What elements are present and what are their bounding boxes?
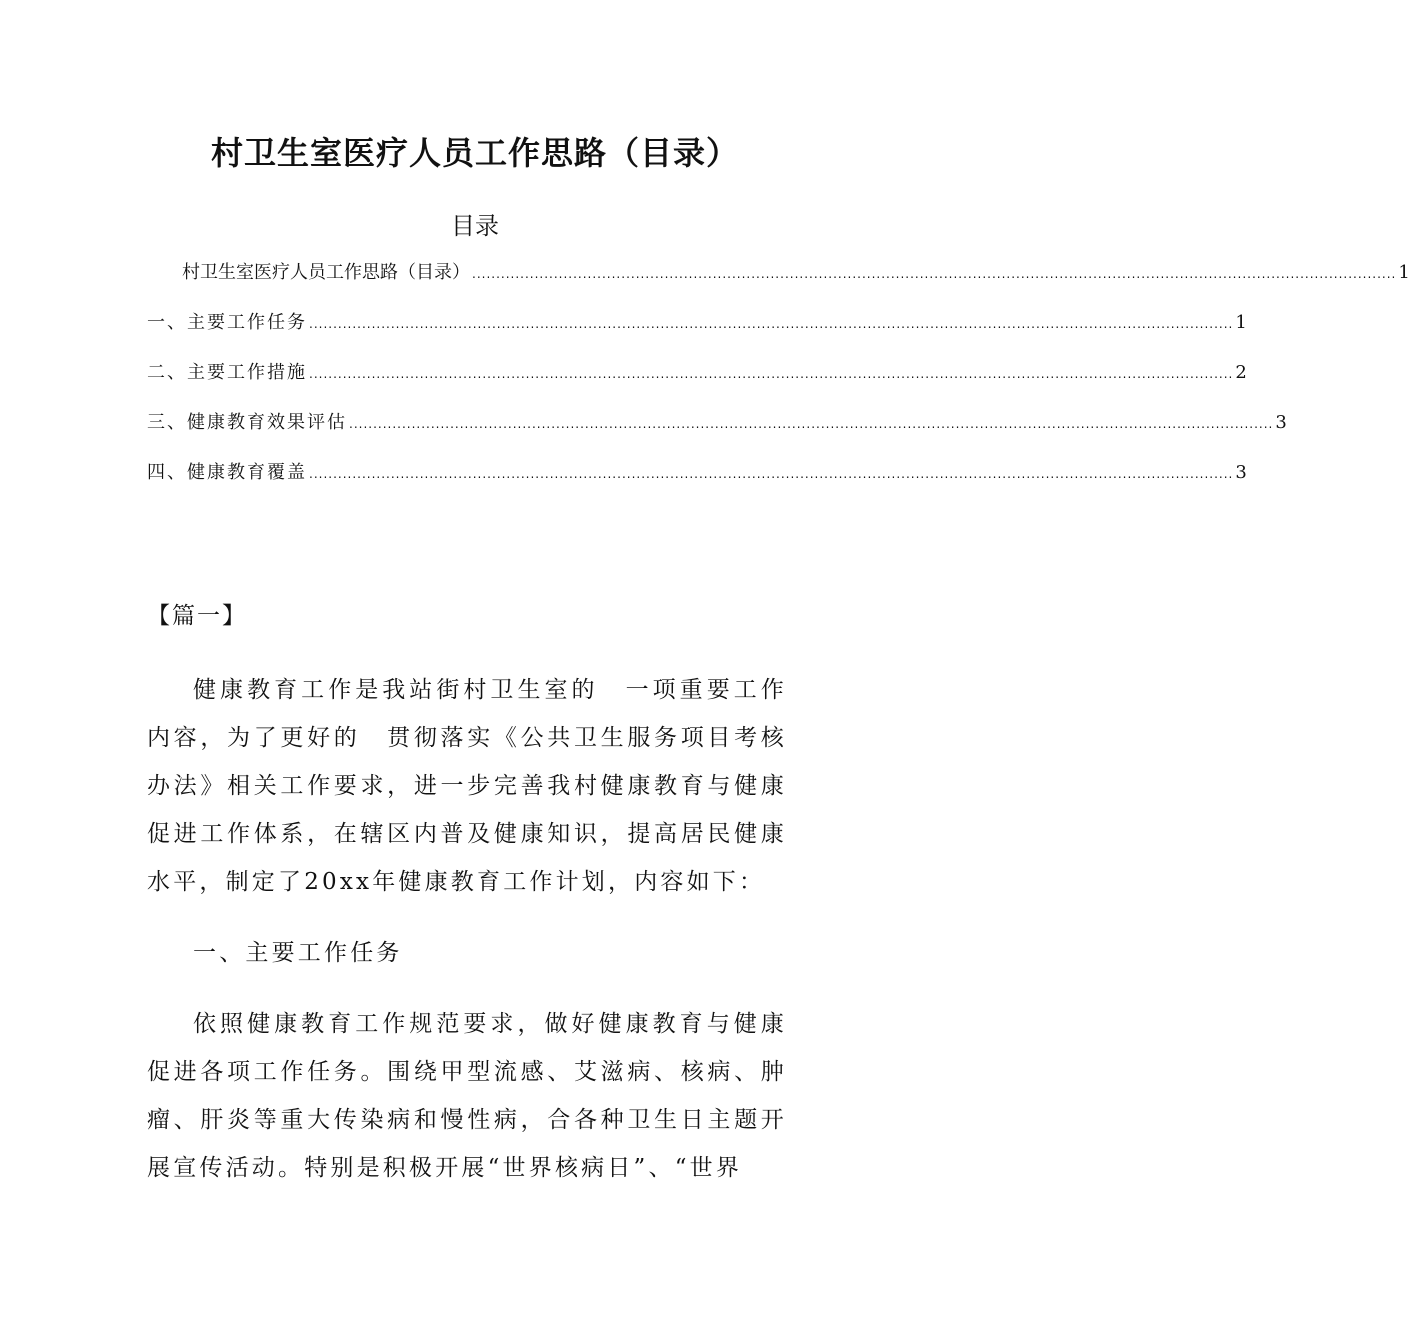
- toc-entry-label: 一、主要工作任务: [147, 312, 307, 333]
- section-label: 【篇一】: [147, 603, 247, 629]
- body-paragraph: 依照健康教育工作规范要求，做好健康教育与健康促进各项工作任务。围绕甲型流感、艾滋病、核病、肿瘤、肝炎等重大传染病和慢性病，合各种卫生日主题开展宣传活动。特别是积极开展“世界核病日”、“世界: [147, 1011, 787, 1181]
- toc-entry-page: 1: [1235, 312, 1247, 333]
- toc-entry[interactable]: [147, 258, 1410, 308]
- document-body: [147, 592, 787, 1215]
- toc-heading: 目录: [451, 212, 499, 240]
- toc-entry-page: 3: [1235, 462, 1247, 483]
- toc-entry-label: 四、健康教育覆盖: [147, 462, 307, 483]
- toc-entry-page: 2: [1235, 362, 1247, 383]
- toc-entry-page: 3: [1275, 412, 1287, 433]
- toc-entry-page: 1: [1398, 262, 1410, 283]
- toc-leader-dots: ................................................................................................................................................................................................: [349, 417, 1274, 431]
- body-paragraph: 健康教育工作是我站街村卫生室的 一项重要工作内容，为了更好的 贯彻落实《公共卫生服务项目考核办法》相关工作要求，进一步完善我村健康教育与健康促进工作体系，在辖区内普及健康知识，提高居民健康水平，制定了20xx年健康教育工作计划，内容如下：: [147, 677, 787, 895]
- toc-entry-label: 三、健康教育效果评估: [147, 412, 347, 433]
- toc-leader-dots: ................................................................................................................................................................................................: [309, 367, 1234, 381]
- toc-leader-dots: ................................................................................................................................................................................................: [472, 267, 1397, 281]
- toc-entry-label: 二、主要工作措施: [147, 362, 307, 383]
- toc-entry[interactable]: [147, 408, 1287, 458]
- toc-entry[interactable]: [147, 308, 1247, 358]
- toc-entry-label: 村卫生室医疗人员工作思路（目录）: [182, 262, 470, 283]
- toc-entry[interactable]: [147, 458, 1247, 508]
- section-heading: 一、主要工作任务: [193, 940, 403, 966]
- toc-leader-dots: ................................................................................................................................................................................................: [309, 317, 1234, 331]
- table-of-contents: [147, 258, 1410, 508]
- toc-leader-dots: ................................................................................................................................................................................................: [309, 467, 1234, 481]
- document-title: 村卫生室医疗人员工作思路（目录）: [210, 134, 739, 172]
- toc-entry[interactable]: [147, 358, 1247, 408]
